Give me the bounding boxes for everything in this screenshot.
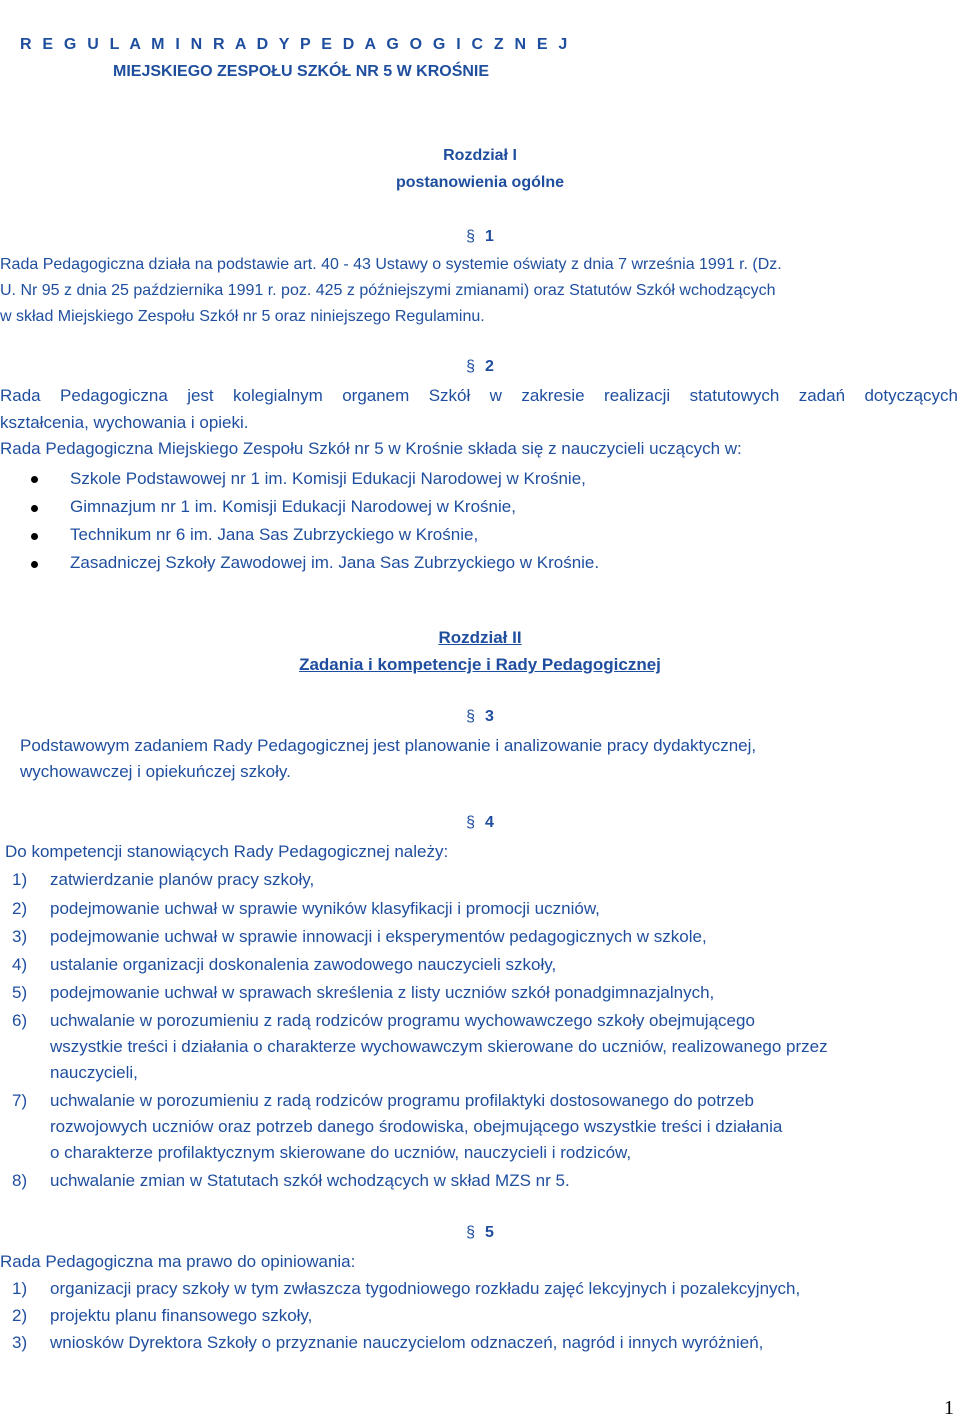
list-number: 3) xyxy=(12,927,28,946)
section-symbol: § xyxy=(466,1224,475,1241)
chapter-1-subtitle: postanowienia ogólne xyxy=(395,174,564,191)
paragraph-1-line: Rada Pedagogiczna działa na podstawie art. 40 - 43 Ustawy o systemie oświaty z dnia 7 września 1991 r. (Dz. xyxy=(0,256,782,273)
school-list-item: Zasadniczej Szkoły Zawodowej im. Jana Sas Zubrzyckiego w Krośnie. xyxy=(70,553,600,572)
paragraph-3-heading xyxy=(0,708,960,726)
paragraph-5-heading xyxy=(0,1224,960,1242)
paragraph-number: 5 xyxy=(485,1224,494,1241)
paragraph-number: 2 xyxy=(485,358,494,375)
competence-item-continued: nauczycieli, xyxy=(50,1063,138,1082)
list-number: 2) xyxy=(12,1306,28,1325)
opinion-item: projektu planu finansowego szkoły, xyxy=(50,1306,313,1325)
paragraph-number: 1 xyxy=(485,228,494,245)
paragraph-2-heading xyxy=(0,358,960,376)
section-symbol: § xyxy=(466,708,475,725)
opinion-item: organizacji pracy szkoły w tym zwłaszcza tygodniowego rozkładu zajęć lekcyjnych i pozalekcyjnych, xyxy=(50,1279,801,1298)
document-title: R E G U L A M I N R A D Y P E D A G O G I C Z N E J xyxy=(20,36,571,53)
competence-item: podejmowanie uchwał w sprawie innowacji i eksperymentów pedagogicznych w szkole, xyxy=(50,927,707,946)
paragraph-2-line: kształcenia, wychowania i opieki. xyxy=(0,413,249,432)
paragraph-2-line: Rada Pedagogiczna jest kolegialnym organem Szkół w zakresie realizacji statutowych zadań dotyczących xyxy=(0,386,958,405)
list-number: 3) xyxy=(12,1333,28,1352)
paragraph-1-line: w skład Miejskiego Zespołu Szkół nr 5 oraz niniejszego Regulaminu. xyxy=(0,308,485,325)
competence-item-continued: o charakterze profilaktycznym skierowane do uczniów, nauczycieli i rodziców, xyxy=(50,1143,632,1162)
list-number: 1) xyxy=(12,870,28,889)
list-number: 2) xyxy=(12,899,28,918)
school-list-item: Technikum nr 6 im. Jana Sas Zubrzyckiego w Krośnie, xyxy=(70,525,479,544)
section-symbol: § xyxy=(466,814,475,831)
chapter-2-subtitle: Zadania i kompetencje i Rady Pedagogicznej xyxy=(299,655,661,674)
bullet xyxy=(31,476,38,483)
section-symbol: § xyxy=(466,228,475,245)
list-number: 6) xyxy=(12,1011,28,1030)
opinion-item: wniosków Dyrektora Szkoły o przyznanie nauczycielom odznaczeń, nagród i innych wyróżnień, xyxy=(50,1333,764,1352)
chapter-2-title: Rozdział II xyxy=(438,628,522,647)
competence-item: podejmowanie uchwał w sprawach skreślenia z listy uczniów szkół ponadgimnazjalnych, xyxy=(50,983,715,1002)
school-list-item: Gimnazjum nr 1 im. Komisji Edukacji Narodowej w Krośnie, xyxy=(70,497,516,516)
paragraph-2-line: Rada Pedagogiczna Miejskiego Zespołu Szkół nr 5 w Krośnie składa się z nauczycieli uczących w: xyxy=(0,439,742,458)
paragraph-number: 4 xyxy=(485,814,494,831)
paragraph-3-line: Podstawowym zadaniem Rady Pedagogicznej jest planowanie i analizowanie pracy dydaktycznej, xyxy=(20,736,757,755)
paragraph-1-heading xyxy=(0,228,960,246)
list-number: 4) xyxy=(12,955,28,974)
paragraph-5-intro: Rada Pedagogiczna ma prawo do opiniowania: xyxy=(0,1252,356,1271)
list-number: 8) xyxy=(12,1171,28,1190)
competence-item-continued: rozwojowych uczniów oraz potrzeb danego środowiska, obejmującego wszystkie treści i działania xyxy=(50,1117,783,1136)
paragraph-4-intro: Do kompetencji stanowiących Rady Pedagogicznej należy: xyxy=(5,842,449,861)
bullet xyxy=(31,505,38,512)
competence-item: uchwalanie zmian w Statutach szkół wchodzących w skład MZS nr 5. xyxy=(50,1171,570,1190)
competence-item: ustalanie organizacji doskonalenia zawodowego nauczycieli szkoły, xyxy=(50,955,557,974)
page-number: 1 xyxy=(944,1397,954,1419)
competence-item: podejmowanie uchwał w sprawie wyników klasyfikacji i promocji uczniów, xyxy=(50,899,600,918)
competence-item: uchwalanie w porozumieniu z radą rodziców programu wychowawczego szkoły obejmującego xyxy=(50,1011,755,1030)
section-symbol: § xyxy=(466,358,475,375)
competence-item: uchwalanie w porozumieniu z radą rodziców programu profilaktyki dostosowanego do potrzeb xyxy=(50,1091,754,1110)
list-number: 5) xyxy=(12,983,28,1002)
list-number: 1) xyxy=(12,1279,28,1298)
list-number: 7) xyxy=(12,1091,28,1110)
school-list-item: Szkole Podstawowej nr 1 im. Komisji Edukacji Narodowej w Krośnie, xyxy=(70,469,586,488)
paragraph-3-line: wychowawczej i opiekuńczej szkoły. xyxy=(20,762,291,781)
paragraph-1-line: U. Nr 95 z dnia 25 października 1991 r. poz. 425 z późniejszymi zmianami) oraz Statutów Szkół wchodzących xyxy=(0,282,776,299)
paragraph-4-heading xyxy=(0,814,960,832)
bullet xyxy=(31,561,38,568)
chapter-1-title: Rozdział I xyxy=(443,147,517,164)
competence-item: zatwierdzanie planów pracy szkoły, xyxy=(50,870,315,889)
bullet xyxy=(31,533,38,540)
competence-item-continued: wszystkie treści i działania o charakterze wychowawczym skierowane do uczniów, realizowanego przez xyxy=(50,1037,828,1056)
paragraph-number: 3 xyxy=(485,708,494,725)
document-subtitle: MIEJSKIEGO ZESPOŁU SZKÓŁ NR 5 W KROŚNIE xyxy=(113,63,490,80)
